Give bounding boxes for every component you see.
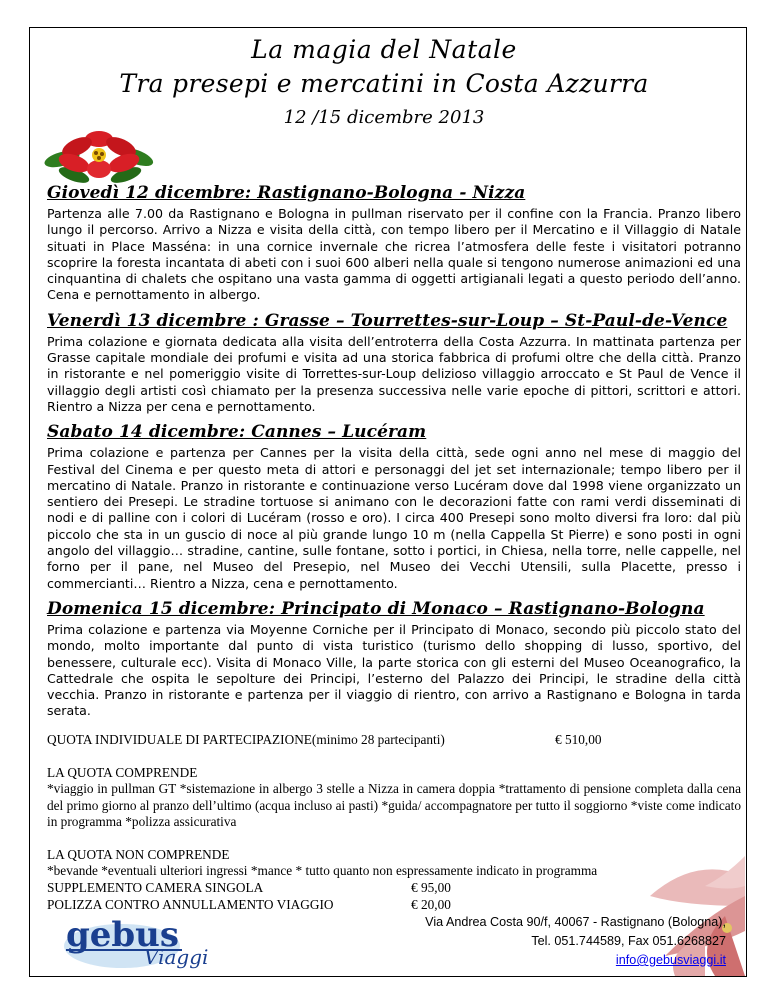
address-line: Via Andrea Costa 90/f, 40067 - Rastignano (Bologna),	[425, 915, 726, 929]
page-title: La magia del Natale	[251, 35, 517, 64]
trip-dates: 12 /15 dicembre 2013	[283, 107, 485, 128]
price-value: € 510,00	[555, 731, 602, 747]
supplement-price: € 95,00	[411, 879, 451, 895]
logo-script: Viaggi	[144, 945, 209, 969]
price-label: QUOTA INDIVIDUALE DI PARTECIPAZIONE(minimo 28 partecipanti)	[47, 731, 445, 747]
page-subtitle: Tra presepi e mercatini in Costa Azzurra	[119, 69, 649, 98]
day-section	[47, 311, 741, 415]
day-description: Prima colazione e partenza per Cannes per la visita della città, sede ogni anno nel mese di maggio del Festival del Cinema e per questo meta di attori e personaggi del jet set internazionale; tempo libero per il mercatino di Natale. Pranzo in ristorante e continuazione verso Lucéram dove dal 1998 viene organizzato un sentiero dei Presepi. Le stradine tortuose si animano con le decorazioni fatte con rami verdi disseminati di nodi e di palline con i colori di Lucéram (rosso e oro). I circa 400 Presepi sono molto diversi fra loro: dal più piccolo che sta in un guscio di noce al più grande lungo 10 m (nella Cappella St Pierre) e sono posti in ogni angolo del villaggio… stradine, cantine, sulle fontane, sotto i portici, in Chiesa, nella torre, nelle cappelle, nel forno per il pane, nel Museo del Presepio, nel Museo dei Vecchi Utensili, sulla Placette, presso i commercianti… Rientro a Nizza, cena e pernottamento.	[47, 445, 741, 591]
day-section	[47, 183, 741, 304]
insurance-price: € 20,00	[411, 896, 451, 912]
itinerary	[47, 183, 741, 914]
day-heading: Giovedì 12 dicembre: Rastignano-Bologna - Nizza	[47, 183, 526, 203]
gebus-viaggi-logo	[62, 912, 238, 970]
contact-info	[425, 913, 726, 970]
day-description: Prima colazione e partenza via Moyenne Corniche per il Principato di Monaco, secondo più piccolo stato del mondo, molto importante dal punto di vista turistico (turismo dello shopping di lusso, sportivo, del benessere, culturale ecc). Visita di Monaco Ville, la parte storica con gli esterni del Museo Oceanografico, la Cattedrale che ospita le sepolture dei Principi, l’esterno del Palazzo dei Principi, le stradine della città vecchia. Pranzo in ristorante e partenza per il viaggio di rientro, con arrivo a Rastignano e Bologna in tarda serata.	[47, 621, 741, 719]
day-heading: Venerdì 13 dicembre : Grasse – Tourrettes-sur-Loup – St-Paul-de-Vence	[47, 310, 728, 331]
includes-title: LA QUOTA COMPRENDE	[47, 764, 198, 780]
includes-text: *viaggio in pullman GT *sistemazione in albergo 3 stelle a Nizza in camera doppia *trattamento di pensione completa dalla cena del primo giorno al pranzo dell’ultimo (acqua incluso ai pasti) *guida/ accompagnatore per tutto il soggiorno *viste come indicato in programma *polizza assicurativa	[47, 781, 741, 830]
insurance-label: POLIZZA CONTRO ANNULLAMENTO VIAGGIO	[47, 896, 334, 912]
email-link[interactable]: info@gebusviaggi.it	[615, 953, 726, 967]
phone-fax-line: Tel. 051.744589, Fax 051.6268827	[531, 934, 726, 948]
excludes-title: LA QUOTA NON COMPRENDE	[47, 846, 230, 862]
day-section	[47, 599, 741, 720]
supplement-label: SUPPLEMENTO CAMERA SINGOLA	[47, 879, 264, 895]
day-section	[47, 422, 741, 592]
day-description: Partenza alle 7.00 da Rastignano e Bologna in pullman riservato per il confine con la Francia. Pranzo libero lungo il percorso. Arrivo a Nizza e visita della città, con tempo libero per il Mercatino e il Villaggio di Natale situati in Place Masséna: in una cornice invernale che ricrea l’atmosfera delle feste i visitatori potranno scoprire la foresta incantata di abeti con i suoi 600 alberi nella quale si tengono numerose animazioni ed una cinquantina di chalets che ospitano una vasta gamma di oggetti artigianali legati a questo periodo dell’anno. Cena e pernottamento in albergo.	[47, 206, 741, 303]
excludes-text: *bevande *eventuali ulteriori ingressi *mance * tutto quanto non espressamente indicato in programma	[47, 863, 598, 879]
price-row	[47, 732, 741, 749]
header	[0, 33, 768, 133]
day-heading: Domenica 15 dicembre: Principato di Monaco – Rastignano-Bologna	[47, 598, 705, 619]
day-heading: Sabato 14 dicembre: Cannes – Lucéram	[47, 422, 427, 443]
logo-word: gebus	[66, 915, 180, 955]
day-description: Prima colazione e giornata dedicata alla visita dell’entroterra della Costa Azzurra. In mattinata partenza per Grasse capitale mondiale dei profumi e visita ad una storica fabbrica di profumi oltre che della città. Pranzo in ristorante e nel pomeriggio visite di Torrettes-sur-Loup delizioso villaggio arroccato e St Paul de Vence il villaggio degli artisti così chiamato per la presenza successiva nelle varie epoche di pittori, scrittori e attori. Rientro a Nizza per cena e pernottamento.	[47, 333, 741, 414]
poinsettia-icon	[44, 127, 154, 185]
